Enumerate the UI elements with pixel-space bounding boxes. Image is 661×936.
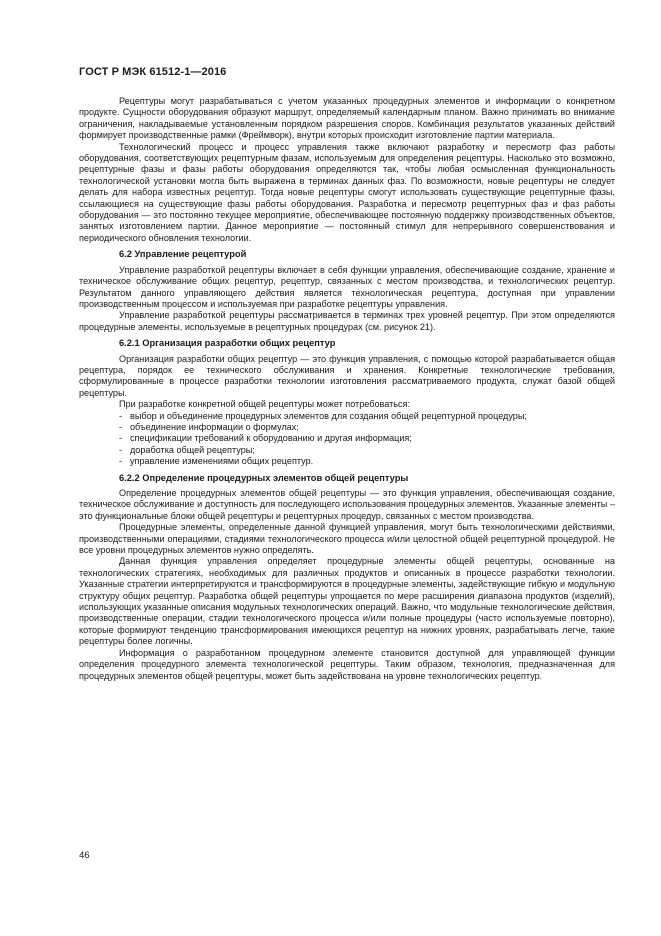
list-dash: - — [119, 433, 123, 444]
section-heading-6-2-2: 6.2.2 Определение процедурных элементов общей рецептуры — [119, 472, 409, 483]
list-item — [79, 445, 615, 456]
paragraph-10: Информация о разработанном процедурном элементе становится доступной для управляющей функции определения процедурного элемента технологической рецептуры. Таким образом, технология, предназначенная для процедурных элементов общей рецептуры, может быть задействована на уровне технологических рецептур. — [79, 647, 615, 681]
list-dash: - — [119, 410, 123, 421]
list-item — [79, 422, 615, 433]
list-item-text: объединение информации о формулах; — [130, 421, 299, 432]
paragraph-5: Организация разработки общих рецептур — это функция управления, с помощью которой разрабатывается общая рецептура, порядок ее технического обслуживания и хранения. Конкретные технологические требования, сформулированные в процессе разработки технологии изготовления рассматриваемого продукта, служат базой общей рецептуры. — [79, 353, 615, 398]
paragraph-3: Управление разработкой рецептуры включает в себя функции управления, обеспечивающие создание, хранение и техническое обслуживание общих рецептур, рецептур, связанных с местом производства, и технологических рецептур. Результатом данного управляющего действия является технологическая рецептура, доступная при управлении производственным процессом и используемая при разработке рецептуры управления. — [79, 264, 615, 309]
list-item-text: спецификации требований к оборудованию и другая информация; — [130, 433, 412, 444]
list-item-text: управление изменениями общих рецептур. — [130, 456, 314, 467]
paragraph-1: Рецептуры могут разрабатываться с учетом указанных процедурных элементов и информации о конкретном продукте. Сущности оборудования образуют маршрут, определяемый календарным планом. Важно принимать во внимание ограничения, накладываемые установленным порядком разрешения споров. Комбинация результатов указанных действий формирует производственные рамки (Фреймворк), внутри которых происходит изготовление партии материала. — [79, 96, 615, 141]
paragraph-8: Процедурные элементы, определенные данной функцией управления, могут быть технологическими действиями, производственными операциями, стадиями технологического процесса и/или целостной общей рецептурной процедурой. Не все уровни процедурных элементов нужно определять. — [79, 522, 615, 556]
requirements-list — [79, 411, 615, 468]
document-body — [79, 96, 615, 682]
paragraph-6: При разработке конкретной общей рецептуры может потребоваться: — [119, 399, 410, 410]
paragraph-2: Технологический процесс и процесс управления также включают разработку и пересмотр фаз работы оборудования, соответствующих рецептурным фазам, используемым для определения рецептуры. Насколько это возможно, рецептурные фазы и фазы работы оборудования определяются так, чтобы любая осмысленная функциональность технологической установки могла быть выражена в терминах данных фаз. По возможности, новые рецептуры не следует делать для набора известных рецептур. Тогда новые рецептуры смогут использовать существующие рецептурные фазы, ссылающиеся на существующие фазы работы оборудования. Разработка и пересмотр рецептурных фаз и фаз работы оборудования — это постоянно текущее мероприятие, обеспечивающее постоянную поддержку производственных объектов, занятых изготовлением партии. Данное мероприятие — постоянный стимул для непрерывного совершенствования и периодического обновления технологии. — [79, 141, 615, 243]
section-heading-6-2: 6.2 Управление рецептурой — [119, 249, 247, 260]
list-item — [79, 456, 615, 467]
paragraph-9: Данная функция управления определяет процедурные элементы общей рецептуры, основанные на технологических стратегиях, необходимых для различных продуктов и описанных в процессе разработки технологии. Указанные стратегии интерпретируются и трансформируются в процедурные элементы, задействующие гибкую и модульную структуру общих рецептур. Разработка общей рецептуры упрощается по мере расширения диапазона продуктов (изделий), использующих указанные описания модульных технологических операций. Важно, что модульные технологические действия, производственные операции, стадии технологического процесса и/или полные процедуры (часто используемые повторно), которые формируют тенденцию трансформирования имеющихся рецептур на нижних уровнях, разрабатывать легче, такие рецептуры более логичны. — [79, 556, 615, 647]
paragraph-4: Управление разработкой рецептуры рассматривается в терминах трех уровней рецептур. При этом определяются процедурные элементы, используемые в рецептурных процедурах (см. рисунок 21). — [79, 310, 615, 332]
document-header: ГОСТ Р МЭК 61512-1—2016 — [79, 66, 227, 78]
page-number: 46 — [79, 850, 90, 861]
list-dash: - — [119, 421, 123, 432]
list-item — [79, 411, 615, 422]
list-item-text: доработка общей рецептуры; — [130, 444, 255, 455]
section-heading-6-2-1: 6.2.1 Организация разработки общих рецептур — [119, 338, 336, 349]
list-dash: - — [119, 456, 123, 467]
list-item-text: выбор и объединение процедурных элементов для создания общей рецептурной процедуры; — [130, 410, 527, 421]
list-dash: - — [119, 444, 123, 455]
paragraph-7: Определение процедурных элементов общей рецептуры — это функция управления, обеспечивающая создание, техническое обслуживание и доступность для последующего использования процедурных элементов. Указанные элементы – это функциональные блоки общей рецептуры и рецептурных процедур, связанных с местом производства. — [79, 488, 615, 521]
list-item — [79, 433, 615, 444]
